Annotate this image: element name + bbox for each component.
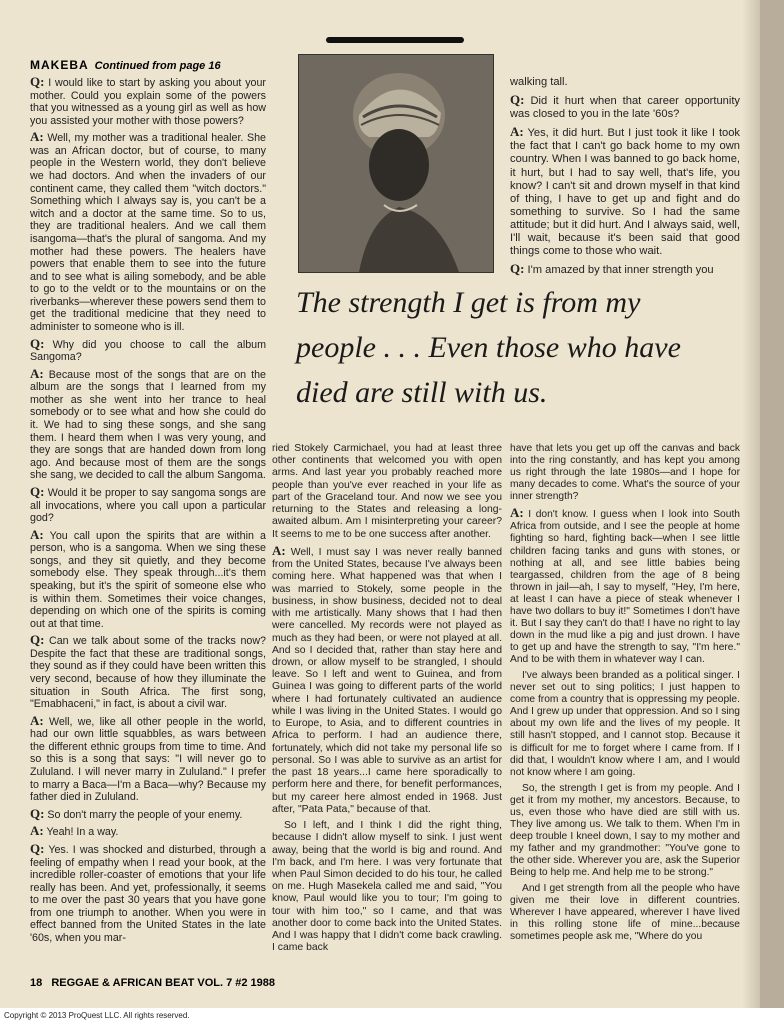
answer-marker: A: <box>30 823 44 839</box>
article-column-1 <box>30 76 266 968</box>
continuation-header <box>30 58 221 72</box>
paragraph-text: Can we talk about some of the tracks now? Despite the fact that these are traditional songs, they sound as if they could have been written this very second, because of how they illuminate the situation in South Africa. The first song, "Emabhaceni," in fact, is about a civil war. <box>30 635 266 711</box>
body-paragraph <box>510 443 740 503</box>
question-marker: Q: <box>30 840 45 856</box>
answer-paragraph <box>272 542 502 816</box>
pull-quote-line: people . . . Even those who have <box>296 331 681 364</box>
question-marker: Q: <box>30 805 45 821</box>
article-column-3 <box>510 443 740 971</box>
paragraph-text: Would it be proper to say sangoma songs are all invocations, where you call upon a particular god? <box>30 486 266 525</box>
question-paragraph <box>30 805 266 822</box>
paragraph-text: I've always been branded as a political singer. I never set out to sing politics; I just happen to come from a country that is oppressing my people. And I grew up under that oppression. And so I sing about my own life and the lives of my people. It still hasn't stopped, and I cannot stop. Because it is difficult for me to forget where I came from. If I did that, I wouldn't know where I am, and I would not know where I am going. <box>510 670 740 778</box>
paragraph-text: Well, we, like all other people in the world, had our own little squabbles, as wars between the different ethnic groups from time to time. And so this is a song that says: "I will never go to Zululand. I will never marry in Zululand." I prefer to marry a Baca—I'm a Baca—why? Because my father died in Zululand. <box>30 715 266 804</box>
copyright-notice: Copyright © 2013 ProQuest LLC. All rights reserved. <box>4 1011 190 1020</box>
answer-marker: A: <box>30 526 44 542</box>
page-footer <box>30 977 275 989</box>
question-paragraph <box>30 76 266 127</box>
question-marker: Q: <box>30 632 45 648</box>
question-marker: Q: <box>30 76 45 89</box>
question-marker: Q: <box>30 335 45 351</box>
pull-quote <box>296 280 742 415</box>
paragraph-text: And I get strength from all the people who have given me their love in different countries. Wherever I have appeared, wherever I have lived in this rolling stone life of mine...because sometimes people ask me, "Where do you <box>510 883 740 943</box>
body-paragraph <box>272 820 502 955</box>
paragraph-text: So, the strength I get is from my people. And I get it from my mother, my ancestors. Because, to us, even those who have died are still with us. They live among us. We talk to them. When I'm in deep trouble I kneel down, I say to my mother and my father and my grandmother: "You've gone to the other side. Wherever you are, ask the Superior Being to help me. And help me to be strong." <box>510 782 740 879</box>
brush-stroke-decoration <box>326 37 464 43</box>
pull-quote-line: The strength I get is from my <box>296 286 641 319</box>
paragraph-text: So don't marry the people of your enemy. <box>44 808 243 821</box>
paragraph-text: ried Stokely Carmichael, you had at least three other continents that welcomed you with open arms. And last year you probably reached more people than you've ever reached in your life as part of the Graceland tour. And now we see you returning to the States and releasing a long-awaited album. Am I misinterpreting your career? It seems to me to be one success after another. <box>272 443 502 540</box>
header-brand: MAKEBA <box>30 58 89 72</box>
page-number: 18 <box>30 977 43 989</box>
answer-paragraph <box>30 131 266 333</box>
paragraph-text: So I left, and I think I did the right thing, because I didn't allow myself to sink. I just went away, being that the world is big and round. And I'm back, and I'm here. I was very fortunate that when Paul Simon decided to do his tour, he called on me. Hugh Masekela called me and said, "You know, Paul would like you to tour; I'm going to tour with him too," so I came, and that was another door to come back into the United States. And I was happy that I didn't come back crawling. I came back <box>272 820 502 954</box>
paragraph-text: Yes. I was shocked and disturbed, through a feeling of empathy when I read your book, at the incredible roller-coaster of emotions that your life really has been. And yet, professionally, it seems to me over the past 30 years that you have gone from one triumph to another. When you were in effect banned from the United States in the late '60s, when you mar- <box>30 843 266 944</box>
answer-marker: A: <box>30 129 44 145</box>
paragraph-text: Did it hurt when that career opportunity was closed to you in the late '60s? <box>510 95 740 121</box>
binding-gutter <box>760 0 784 1008</box>
paragraph-text: I would like to start by asking you about your mother. Could you explain some of the powers that you witnessed as a young girl as well as how you assisted your mother with those powers? <box>30 77 266 127</box>
question-paragraph <box>30 634 266 710</box>
paragraph-text: Yeah! In a way. <box>43 826 119 839</box>
pull-quote-line: died are still with us. <box>296 376 548 409</box>
question-paragraph <box>30 483 266 525</box>
paragraph-text: Well, I must say I was never really banned from the United States, because I've always been coming here. What happened was that when I was married to Stokely, some people in the business, in show business, decided not to deal with me artistically. Many shows that I had then were cancelled. My records were not played as much as they had been, or were not played at all. And so I decided that, rather than stay here and drown, or allow myself to be strangled, I should leave. So I left and went to Guinea, and from Guinea I was going to different parts of the world where I had fortunately cultivated an audience while I was living in the United States. I would go to Europe, to Asia, and to different countries in Africa to perform. I had an audience there, fortunately, which did not take my personal life so personal. So I was able to survive as an artist for the past 18 years...I came here sporadically to perform here and there, for benefit performances, but my career here almost ended in 1968. Just after, "Pata Pata," because of that. <box>272 546 502 815</box>
answer-paragraph <box>510 507 740 666</box>
article-column-2 <box>272 443 502 971</box>
question-marker: Q: <box>510 92 525 108</box>
paragraph-text: Because most of the songs that are on the album are the songs that I learned from my mother as she went into her trance to heal somebody or to see what and how she could do it. We had to sing these songs, and she sang them. I heard them when I was very young, and they are songs that are handed down from long ago. And because most of them are the songs she sang, we decided to call the album Sangoma. <box>30 368 266 482</box>
question-paragraph <box>510 93 740 121</box>
portrait-photo <box>298 54 494 273</box>
body-paragraph <box>510 76 740 89</box>
body-paragraph <box>510 783 740 880</box>
continued-note: Continued from page 16 <box>94 60 221 72</box>
answer-marker: A: <box>510 124 524 140</box>
publication-info: REGGAE & AFRICAN BEAT VOL. 7 #2 1988 <box>51 977 276 989</box>
article-column-3-top <box>510 76 740 276</box>
body-paragraph <box>510 670 740 779</box>
question-marker: Q: <box>510 261 525 276</box>
answer-paragraph <box>30 365 266 482</box>
question-paragraph <box>510 262 740 276</box>
paragraph-text: You call upon the spirits that are within a person, who is a sangoma. When we sing these songs, and they sit quietly, and they become somebody else. They speak through...it's them speaking, but it's the spirit of someone else who is within them. Sometimes their voice changes, depending on which one of the spirits is coming out at that time. <box>30 529 266 630</box>
paragraph-text: walking tall. <box>510 76 568 88</box>
question-paragraph <box>30 335 266 364</box>
paragraph-text: Well, my mother was a traditional healer. She was an African doctor, but of course, to many people in the Western world, they don't believe we had doctors. And when the invaders of our continent came, they called them "witch doctors." Something which I always say is, you can't be a witch and a doctor at the same time. So to us, they are traditional healers. And we call them isangoma—that's the plural of sangoma. And my mother had these powers. The healers have powers that enable them to see into the future and to see what is ailing somebody, and be able to go to the veldt or to the mountains or on the riverbanks—wherever these powers send them to get the traditional medicine that they need to administer to someone who is ill. <box>30 132 266 333</box>
answer-marker: A: <box>272 542 286 558</box>
body-paragraph <box>272 443 502 541</box>
paragraph-text: I don't know. I guess when I look into South Africa from outside, and I see the people at home fighting so hard, fighting back—when I see little children facing tanks and guns with stones, or nothing at all, and see little babies being teargassed, children from the age of 8 being thrown in jail—ah, I say to myself, "Hey, I'm here, at least I can have a piece of steak whenever I have two dollars to buy it!" Sometimes I don't have it. But I say they can't do that! I have no right to lay down in the mud like a pig and just drown. I have to get up and have the strength to say, "I'm here." And to be with them in whatever way I can. <box>510 509 740 666</box>
answer-paragraph <box>30 526 266 631</box>
answer-paragraph <box>510 125 740 258</box>
paragraph-text: Yes, it did hurt. But I just took it like I took the fact that I can't go back home to my own country. When I was banned to go back home, it hurt, but I had to say well, that's life, you know? I can't sit and drown myself in that kind of thing, I have to get up and fight and do something to survive. So I had the same attitude; but it did hurt. And I always said, well, I'll wait, because it's been said that good things come to those who wait. <box>510 127 740 258</box>
paragraph-text: I'm amazed by that inner strength you <box>524 264 714 276</box>
portrait-illustration <box>299 55 493 272</box>
answer-marker: A: <box>510 505 524 521</box>
answer-paragraph <box>30 825 266 839</box>
question-paragraph <box>30 840 266 945</box>
answer-marker: A: <box>30 712 44 728</box>
body-paragraph <box>510 883 740 943</box>
paragraph-text: have that lets you get up off the canvas and back into the ring constantly, and has kept you among us right through the late 1980s—and I hope for many decades to come. What's the source of your inner strength? <box>510 443 740 503</box>
answer-paragraph <box>30 712 266 804</box>
question-marker: Q: <box>30 483 45 499</box>
paragraph-text: Why did you choose to call the album Sangoma? <box>30 338 266 364</box>
answer-marker: A: <box>30 365 44 381</box>
